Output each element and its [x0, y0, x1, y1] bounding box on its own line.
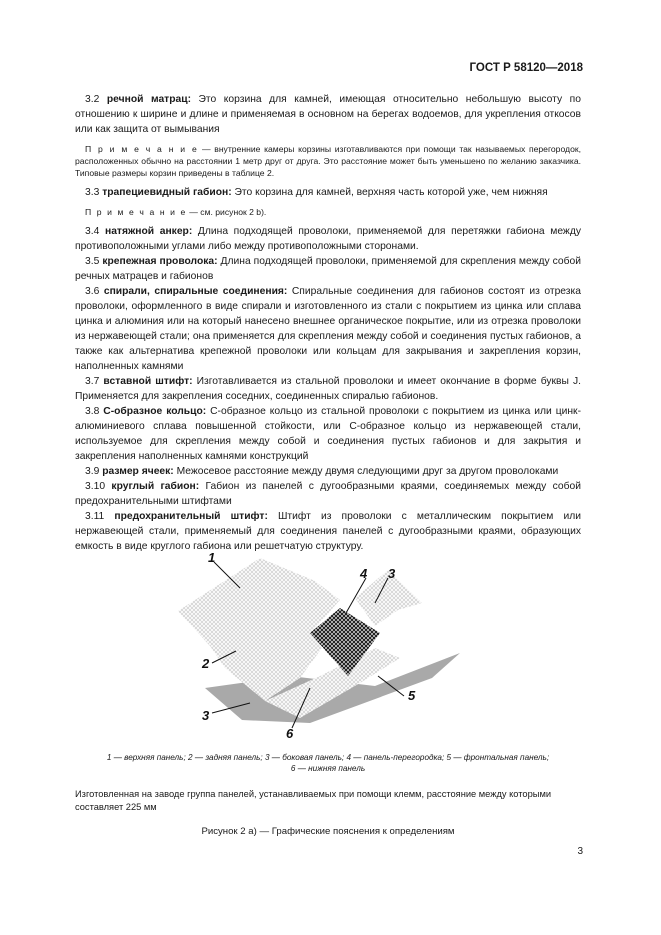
note-text: — внутренние камеры корзины изготавливаются при помощи так называемых перегородок, расположенных обычно на расстоянии 1 метр друг от друга. Это расстояние может быть уменьшено по желанию заказчика. Типовые размеры корзин приведены в таблице 2.: [75, 144, 581, 178]
section-3-8: [75, 404, 581, 464]
definition: Штифт из проволоки с металлическим покрытием или нержавеющей стали, применяемый для соединения панелей с дугообразными краями, образующих емкость в виде круглого габиона или решетчатую структуру.: [75, 511, 581, 552]
term: речной матрац:: [106, 94, 191, 105]
figure-legend: [75, 752, 581, 774]
section-number: 3.9: [85, 466, 100, 477]
figure-legend-line-1: 1 — верхняя панель; 2 — задняя панель; 3 — боковая панель; 4 — панель-перегородка; 5 — фронтальная панель;: [106, 753, 550, 762]
section-3-6: [75, 284, 581, 374]
document-header: ГОСТ Р 58120—2018: [469, 62, 583, 74]
definition: Габион из панелей с дугообразными краями, соединяемых между собой предохранительными штифтами: [75, 481, 581, 507]
definition: Длина подходящей проволоки, применяемой для перетяжки габиона между противоположными углами либо между противоположными сторонами.: [75, 226, 581, 252]
term: предохранительный штифт:: [114, 511, 268, 522]
figure-label-3-side: 3: [388, 566, 396, 581]
section-number: 3.10: [85, 481, 106, 492]
figure-label-6: 6: [286, 726, 294, 741]
term: размер ячеек:: [102, 466, 174, 477]
figure-legend-line-2: 6 — нижняя панель: [290, 764, 366, 773]
note-lead: П р и м е ч а н и е: [85, 144, 199, 154]
section-number: 3.5: [85, 256, 100, 267]
term: крепежная проволока:: [102, 256, 218, 267]
section-number: 3.11: [85, 511, 105, 522]
section-3-10: [75, 479, 581, 509]
gabion-panels-figure: [170, 548, 500, 748]
definition: Изготавливается из стальной проволоки и имеет окончание в форме буквы J. Применяется для закрепления соседних, соединенных спиралью габионов.: [75, 376, 581, 402]
term: вставной штифт:: [103, 376, 193, 387]
page-number: 3: [577, 846, 583, 857]
definition: Межосевое расстояние между двумя следующими друг за другом проволоками: [173, 466, 559, 477]
section-number: 3.3: [85, 187, 100, 198]
definition: Длина подходящей проволоки, применяемой для скрепления между собой речных матрацев и габионов: [75, 256, 581, 282]
term: С-образное кольцо:: [103, 406, 207, 417]
definition: С-образное кольцо из стальной проволоки с покрытием из цинка или цинк-алюминиевого сплава повышенной стойкости, или С-образное кольцо из нержавеющей стали, используемое для скрепления между собой и соединения пустых габионов и для закрытия и закрепления наполненных камнями конструкций: [75, 406, 581, 462]
figure-label-2: 2: [202, 656, 210, 671]
section-number: 3.6: [85, 286, 100, 297]
section-number: 3.4: [85, 226, 100, 237]
section-3-9: [75, 464, 581, 479]
figure-label-3-bottom: 3: [202, 708, 210, 723]
section-3-5: [75, 254, 581, 284]
note-3-2: [75, 143, 581, 179]
note-text: — см. рисунок 2 b).: [186, 207, 267, 217]
definition: Спиральные соединения для габионов состоят из отрезка проволоки, оформленного в виде спирали и изготовленного из стали с покрытием из цинка или сплава цинка и алюминия или на который нанесено внешнее органическое покрытие, или из отрезка проволоки из нержавеющей стали; она применяется для скрепления между собой и соединения пустых габионов, а также как альтернатива крепежной проволоки или кольцам для закрывания и закрепления корзин, наполненных камнями: [75, 286, 581, 372]
section-3-7: [75, 374, 581, 404]
term: натяжной анкер:: [104, 226, 193, 237]
figure-title: Рисунок 2 a) — Графические пояснения к определениям: [201, 826, 455, 837]
section-3-2: [75, 92, 581, 137]
figure-label-5: 5: [408, 688, 416, 703]
term: трапециевидный габион:: [102, 187, 232, 198]
definition: Это корзина для камней, имеющая относительно небольшую высоту по отношению к ширине и длине и применяемая в основном на берегах водоемов, для укрепления откосов или как защита от вымывания: [75, 94, 581, 135]
section-number: 3.8: [85, 406, 100, 417]
figure-label-1: 1: [208, 550, 216, 565]
note-lead: П р и м е ч а н и е: [85, 207, 187, 217]
term: круглый габион:: [111, 481, 200, 492]
figure-label-4: 4: [360, 566, 368, 581]
document-body: [75, 92, 581, 554]
figure-note: Изготовленная на заводе группа панелей, устанавливаемых при помощи клемм, расстояние между которыми составляет 225 мм: [75, 789, 552, 812]
definition: Это корзина для камней, верхняя часть которой уже, чем нижняя: [231, 187, 548, 198]
section-number: 3.7: [85, 376, 100, 387]
section-3-3: [75, 185, 581, 200]
section-number: 3.2: [85, 94, 100, 105]
note-3-3: [75, 206, 581, 218]
section-3-4: [75, 224, 581, 254]
term: спирали, спиральные соединения:: [103, 286, 288, 297]
